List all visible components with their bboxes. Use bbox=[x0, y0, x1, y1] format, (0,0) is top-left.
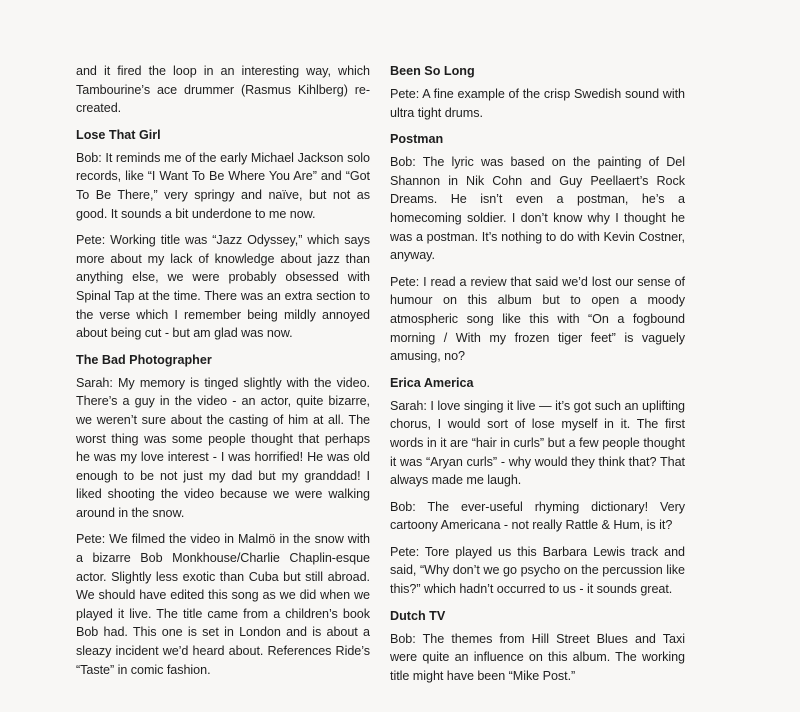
section-title-dutch-tv: Dutch TV bbox=[390, 608, 446, 623]
paragraph: Pete: A fine example of the crisp Swedish sound with ultra tight drums. bbox=[390, 87, 685, 120]
section-title-the-bad-photographer: The Bad Photographer bbox=[76, 352, 212, 367]
paragraph: Bob: The ever-useful rhyming dictionary! Very cartoony Americana - not really Rattle & Hum, is it? bbox=[390, 499, 685, 533]
section-title-postman: Postman bbox=[390, 132, 444, 147]
paragraph: Sarah: My memory is tinged slightly with the video. There’s a guy in the video - an actor, quite bizarre, we weren’t sure about the casting of him at all. The worst thing was some people thought that perhaps he was my love interest - I was horrified! He was old enough to be not just my dad but my granddad! I liked shooting the video because we were walking around in the snow. bbox=[76, 375, 370, 520]
left-column bbox=[76, 62, 370, 687]
paragraph: Sarah: I love singing it live — it’s got such an uplifting chorus, I would sort of lose myself in it. The first words in it are “hair in curls” but a few people thought it was “Aryan curls” - why would they think that? That always made me laugh. bbox=[390, 398, 685, 488]
paragraph: Bob: The themes from Hill Street Blues and Taxi were quite an influence on this album. The working title might have been “Mike Post.” bbox=[390, 631, 685, 683]
paragraph: Pete: We filmed the video in Malmö in the snow with a bizarre Bob Monkhouse/Charlie Chaplin-esque actor. Slightly less exotic than Cuba but still abroad. We should have edited this song as we did when we played it live. The title came from a children’s book Bob had. This one is set in London and is about a sleazy incident we’d heard about. References Ride’s “Taste” in comic fashion. bbox=[76, 532, 370, 677]
paragraph: Pete: Tore played us this Barbara Lewis track and said, “Why don’t we go psycho on the percussion like this?” which hadn’t occurred to us - it sounds great. bbox=[390, 544, 685, 597]
intro-paragraph: and it fired the loop in an interesting way, which Tambourine’s ace drummer (Rasmus Kihlberg) re-created. bbox=[76, 64, 370, 116]
paragraph: Bob: It reminds me of the early Michael Jackson solo records, like “I Want To Be Where You Are” and “Got To Be There,” very springy and naïve, but not as good. It sounds a bit underdone to me now. bbox=[76, 150, 370, 221]
section-title-lose-that-girl: Lose That Girl bbox=[76, 127, 161, 142]
paragraph: Pete: Working title was “Jazz Odyssey,” which says more about my lack of knowledge about jazz than anything else, we were probably obsessed with Spinal Tap at the time. There was an extra section to the verse which I remember being mildly annoyed about being cut - but am glad was now. bbox=[76, 233, 370, 341]
paragraph: Pete: I read a review that said we’d lost our sense of humour on this album but to open a moody atmospheric song like this with “On a fogbound morning / With my frozen tiger feet” is vaguely amusing, no? bbox=[390, 274, 685, 364]
right-column bbox=[390, 62, 685, 693]
paragraph: Bob: The lyric was based on the painting of Del Shannon in Nik Cohn and Guy Peellaert’s Rock Dreams. He isn’t even a postman, he’s a homecoming soldier. I don’t know why I thought he was a postman. It’s nothing to do with Kevin Costner, anyway. bbox=[390, 155, 685, 263]
section-title-been-so-long: Been So Long bbox=[390, 64, 475, 78]
section-title-erica-america: Erica America bbox=[390, 375, 474, 390]
